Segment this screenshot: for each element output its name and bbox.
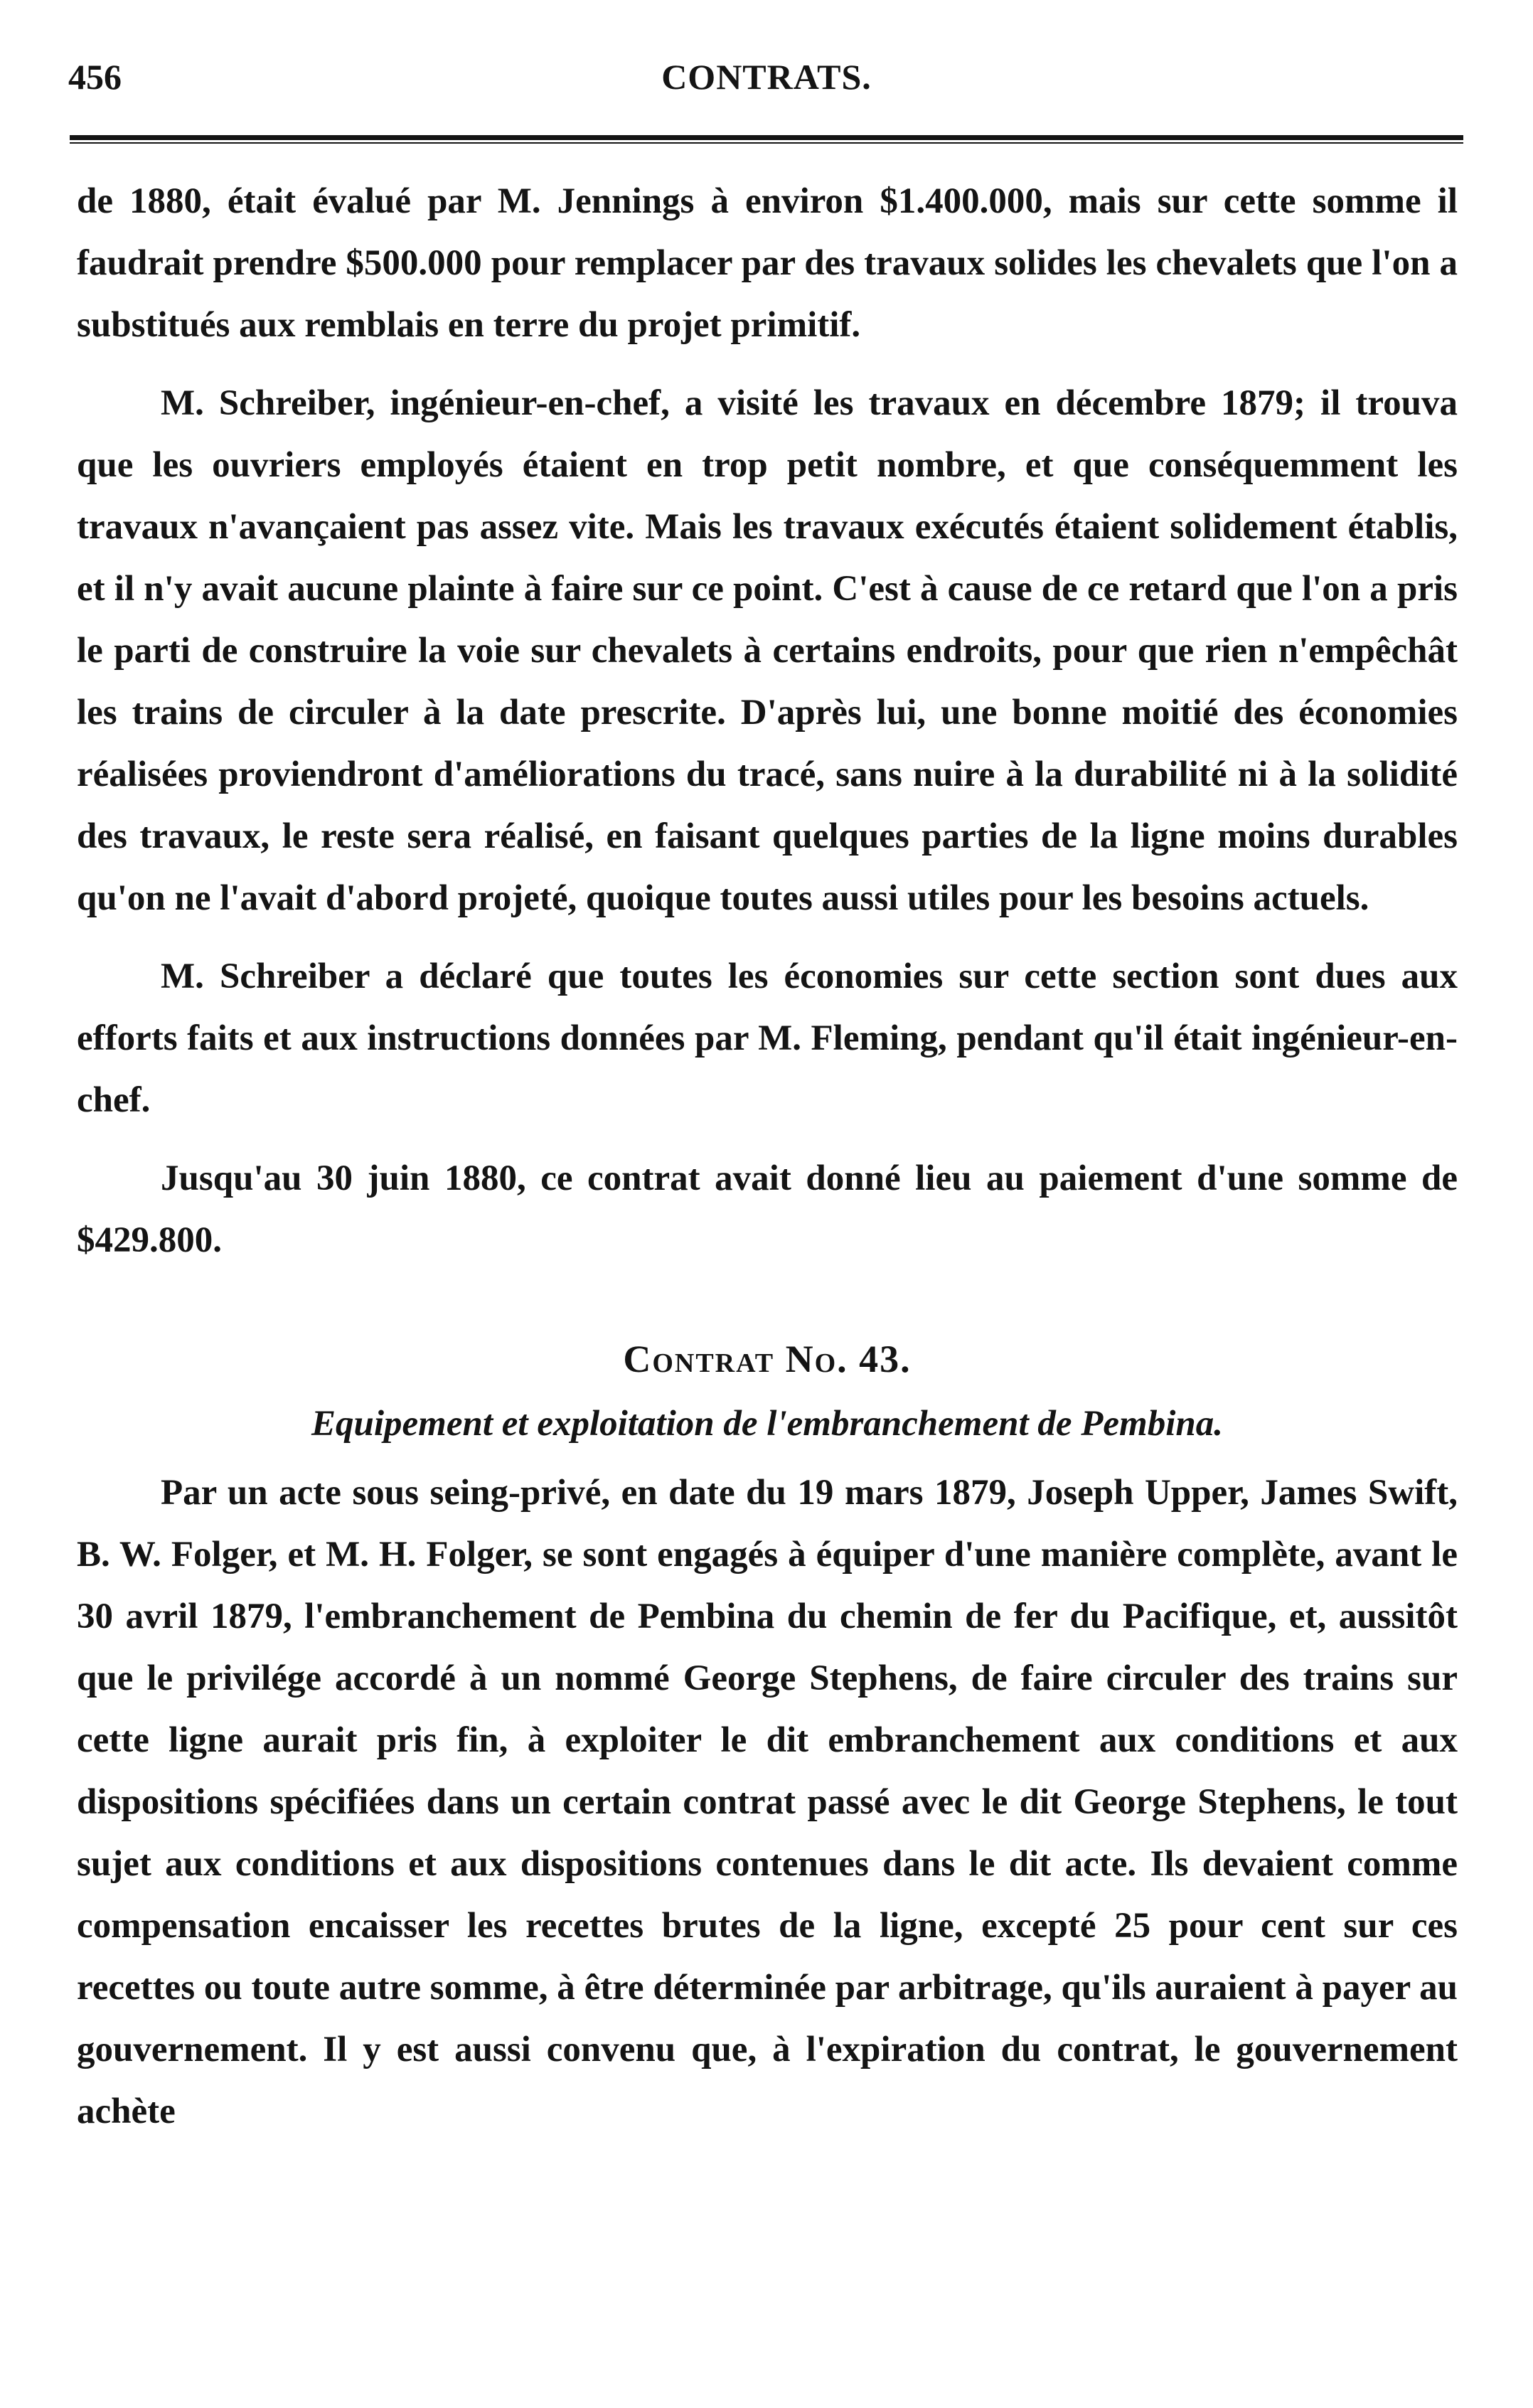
contract-subtitle: Equipement et exploitation de l'embranchement de Pembina. xyxy=(311,1404,1224,1444)
paragraph-schreiber-visit: M. Schreiber, ingénieur-en-chef, a visité les travaux en décembre 1879; il trouva que les ouvriers employés étaient en trop petit nombre, et que conséquemment les travaux n'avançaient pas assez vite. Mais les travaux exécutés étaient solidement établis, et il n'y avait aucune plainte à faire sur ce point. C'est à cause de ce retard que l'on a pris le parti de construire la voie sur chevalets à certains endroits, pour que rien n'empêchât les trains de circuler à la date prescrite. D'après lui, une bonne moitié des économies réalisées proviendront d'améliorations du tracé, sans nuire à la durabilité ni à la solidité des travaux, le reste sera réalisé, en faisant quelques parties de la ligne moins durables qu'on ne l'avait d'abord projeté, quoique toutes aussi utiles pour les besoins actuels. xyxy=(77,383,1458,918)
page-number: 456 xyxy=(68,57,122,97)
contract-heading: Contrat No. 43. xyxy=(623,1338,912,1380)
paragraph-schreiber-declaration: M. Schreiber a déclaré que toutes les économies sur cette section sont dues aux efforts faits et aux instructions données par M. Fleming, pendant qu'il était ingénieur-en-chef. xyxy=(77,957,1458,1120)
header-rule xyxy=(70,135,1463,140)
header-rule-thin xyxy=(70,142,1463,144)
paragraph-payment: Jusqu'au 30 juin 1880, ce contrat avait donné lieu au paiement d'une somme de $429.800. xyxy=(77,1158,1458,1260)
continued-paragraph: de 1880, était évalué par M. Jennings à environ $1.400.000, mais sur cette somme il faudrait prendre $500.000 pour remplacer par des travaux solides les chevalets que l'on a substitués aux remblais en terre du projet primitif. xyxy=(77,181,1458,345)
running-title: CONTRATS. xyxy=(661,57,872,97)
running-head xyxy=(68,48,1465,105)
body-text xyxy=(77,171,1458,2159)
contract-body-paragraph: Par un acte sous seing-privé, en date du 19 mars 1879, Joseph Upper, James Swift, B. W. Folger, et M. H. Folger, se sont engagés à équiper d'une manière complète, avant le 30 avril 1879, l'embranchement de Pembina du chemin de fer du Pacifique, et, aussitôt que le privilége accordé à un nommé George Stephens, de faire circuler des trains sur cette ligne aurait pris fin, à exploiter le dit embranchement aux conditions et aux dispositions spécifiées dans un certain contrat passé avec le dit George Stephens, le tout sujet aux conditions et aux dispositions contenues dans le dit acte. Ils devaient comme compensation encaisser les recettes brutes de la ligne, excepté 25 pour cent sur ces recettes ou toute autre somme, à être déterminée par arbitrage, qu'ils auraient à payer au gouvernement. Il y est aussi convenu que, à l'expiration du contrat, le gouvernement achète xyxy=(77,1473,1458,2131)
